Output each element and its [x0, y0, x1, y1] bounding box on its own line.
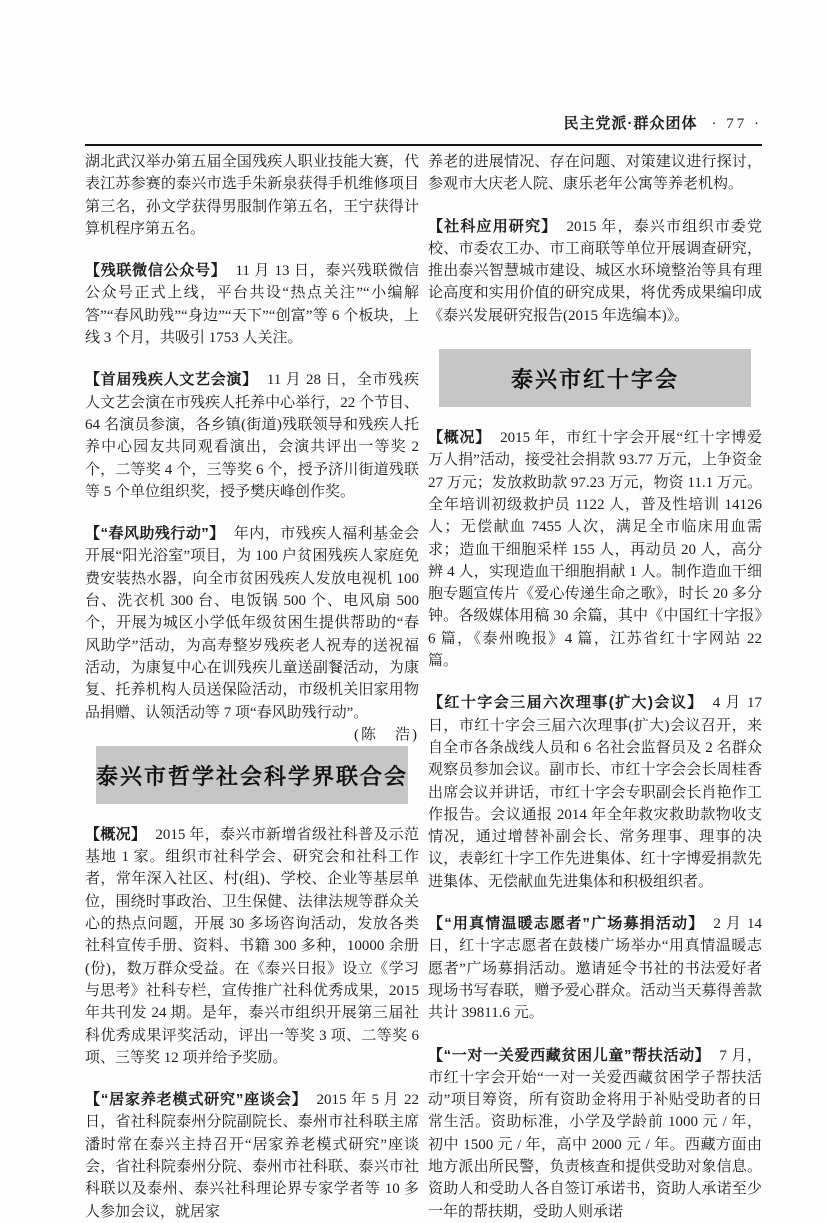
- entry-heading: 【概况】: [85, 825, 147, 843]
- page-number: · 77 ·: [711, 116, 762, 132]
- entry-text: 年内，市残疾人福利基金会开展“阳光浴室”项目，为 100 户贫困残疾人家庭免费安装热水器，向全市贫困残疾人发放电视机 100 台、洗衣机 300 台、电饭锅 500 个、电风扇 500 个，开展为城区小学低年级贫困生提供帮助的“春风助学”活动，为高寿整岁残疾老人祝寿的送祝福活动，为康复中心在训残疾儿童送副餐活动，为康复、托养机构人员送保险活动，市级机关旧家用物品捐赠、认领活动等 7 项“春风助残行动”。: [85, 526, 419, 721]
- entry-paragraph: [428, 692, 762, 893]
- entry-paragraph: [428, 216, 762, 327]
- running-head: [85, 112, 762, 136]
- entry-heading: 【残联微信公众号】: [85, 262, 227, 280]
- running-head-section: 民主党派·群众团体: [563, 115, 698, 132]
- entry-heading: 【首届残疾人文艺会演】: [85, 371, 258, 389]
- header-rule: [85, 144, 762, 146]
- entry-text: 7 月，市红十字会开始“一对一关爱西藏贫困学子帮扶活动”项目筹资，所有资助金将用于补贴受助者的日常生活。资助标准，小学及学龄前 1000 元 / 年，初中 1500 元 / 年，高中 2000 元 / 年。西藏方面由地方派出所民警，负责核查和提供受助对象信息。资助人和受助人各自签订承诺书，资助人承诺至少一年的帮扶期，受助人则承诺: [428, 1047, 762, 1220]
- section-title: 泰兴市哲学社会科学界联合会: [96, 763, 409, 789]
- left-column: [85, 151, 419, 1223]
- entry-paragraph: [85, 523, 419, 743]
- right-column: [428, 151, 762, 1223]
- entry-text: 2015 年，市红十字会开展“红十字博爱万人捐”活动，接受社会捐款 93.77 万元，上争资金 27 万元；发放救助款 97.23 万元，物资 11.1 万元。全年培训初级救护员 1122 人，普及性培训 14126 人；无偿献血 7455 人次，满足全市临床用血需求；造血干细胞采样 155 人，再动员 20 人，高分辨 4 人，实现造血干细胞捐献 1 人。制作造血干细胞专题宣传片《爱心传递生命之歌》，时长 20 多分钟。各级媒体用稿 30 余篇，其中《中国红十字报》6 篇，《泰州晚报》4 篇，江苏省红十字网站 22 篇。: [428, 430, 762, 670]
- entry-text: 2015 年，泰兴市新增省级社科普及示范基地 1 家。组织市社科学会、研究会和社科工作者，常年深入社区、村(组)、学校、企业等基层单位，围绕时事政治、卫生保健、法律法规等群众关心的热点问题，开展 30 多场咨询活动，发放各类社科宣传手册、资料、书籍 300 多种，10000 余册(份)，数万群众受益。在《泰兴日报》设立《学习与思考》社科专栏，宣传推广社科优秀成果，2015 年共刊发 24 期。是年，泰兴市组织开展第三届社科优秀成果评奖活动，评出一等奖 3 项、二等奖 6 项、三等奖 12 项并给予奖励。: [85, 826, 419, 1066]
- entry-text: 养老的进展情况、存在问题、对策建议进行探讨，参观市大庆老人院、康乐老年公寓等养老机构。: [428, 154, 762, 193]
- entry-text: 11 月 13 日，泰兴残联微信公众号正式上线，平台共设“热点关注”“小编解答”“春风助残”“身边”“天下”“创富”等 6 个板块，上线 3 个月，共吸引 1753 人关注。: [85, 263, 419, 347]
- entry-text: 11 月 28 日，全市残疾人文艺会演在市残疾人托养中心举行，22 个节目、64 名演员参演，各乡镇(街道)残联领导和残疾人托养中心园友共同观看演出，会演共评出一等奖 2 个，二等奖 4 个，三等奖 6 个，授予济川街道残联等 5 个单位组织奖，授予樊庆峰创作奖。: [85, 372, 419, 500]
- section-title-box-redcross: [439, 349, 751, 407]
- entry-text: 2015 年 5 月 22 日，省社科院泰州分院副院长、泰州市社科联主席潘时常在泰兴主持召开“居家养老模式研究”座谈会，省社科院泰州分院、泰州市社科联、泰兴市社科联以及泰州、泰兴社科理论界专家学者等 10 多人参加会议，就居家: [85, 1092, 419, 1220]
- continuation-paragraph: [85, 151, 419, 240]
- entry-heading: 【“用真情温暖志愿者”广场募捐活动】: [428, 915, 705, 933]
- entry-paragraph: [85, 1089, 419, 1223]
- entry-heading: 【概况】: [428, 429, 492, 447]
- entry-text: 4 月 17 日，市红十字会三届六次理事(扩大)会议召开，来自全市各条战线人员和 6 名社会监督员及 2 名群众观察员参加会议。副市长、市红十字会会长周桂香出席会议并讲话，市红十字会专职副会长肖艳作工作报告。会议通报 2014 年全年救灾救助款物收支情况，通过增替补副会长、常务理事、理事的决议，表彰红十字工作先进集体、红十字博爱捐款先进集体、无偿献血先进集体和积极组织者。: [428, 695, 762, 890]
- entry-paragraph: [428, 913, 762, 1024]
- entry-text: 湖北武汉举办第五届全国残疾人职业技能大赛，代表江苏参赛的泰兴市选手朱新泉获得手机维修项目第三名，孙文学获得男服制作第五名，王宁获得计算机程序第五名。: [85, 154, 419, 237]
- entry-heading: 【红十字会三届六次理事(扩大)会议】: [428, 694, 704, 712]
- entry-heading: 【“春风助残行动”】: [85, 525, 225, 543]
- entry-heading: 【“一对一关爱西藏贫困儿童”帮扶活动】: [428, 1046, 711, 1064]
- entry-paragraph: [85, 260, 419, 349]
- two-column-body: [85, 151, 762, 1223]
- entry-text: 2 月 14 日，红十字志愿者在鼓楼广场举办“用真情温暖志愿者”广场募捐活动。邀请延令书社的书法爱好者现场书写春联，赠予爱心群众。活动当天募得善款共计 39811.6 元。: [428, 916, 762, 1022]
- section-title: 泰兴市红十字会: [510, 367, 679, 393]
- author-byline: (陈 浩): [354, 726, 419, 743]
- entry-paragraph: [85, 369, 419, 503]
- entry-paragraph: [428, 427, 762, 672]
- entry-paragraph: [428, 1045, 762, 1223]
- entry-text: 2015 年，泰兴市组织市委党校、市委农工办、市工商联等单位开展调查研究，推出泰兴智慧城市建设、城区水环境整治等具有理论高度和实用价值的研究成果，将优秀成果编印成《泰兴发展研究报告(2015 年选编本)》。: [428, 218, 762, 324]
- entry-paragraph: [85, 824, 419, 1069]
- section-title-box-shekelian: [96, 746, 408, 804]
- continuation-paragraph: [428, 151, 762, 196]
- entry-heading: 【社科应用研究】: [428, 217, 558, 235]
- entry-heading: 【“居家养老模式研究”座谈会】: [85, 1091, 308, 1109]
